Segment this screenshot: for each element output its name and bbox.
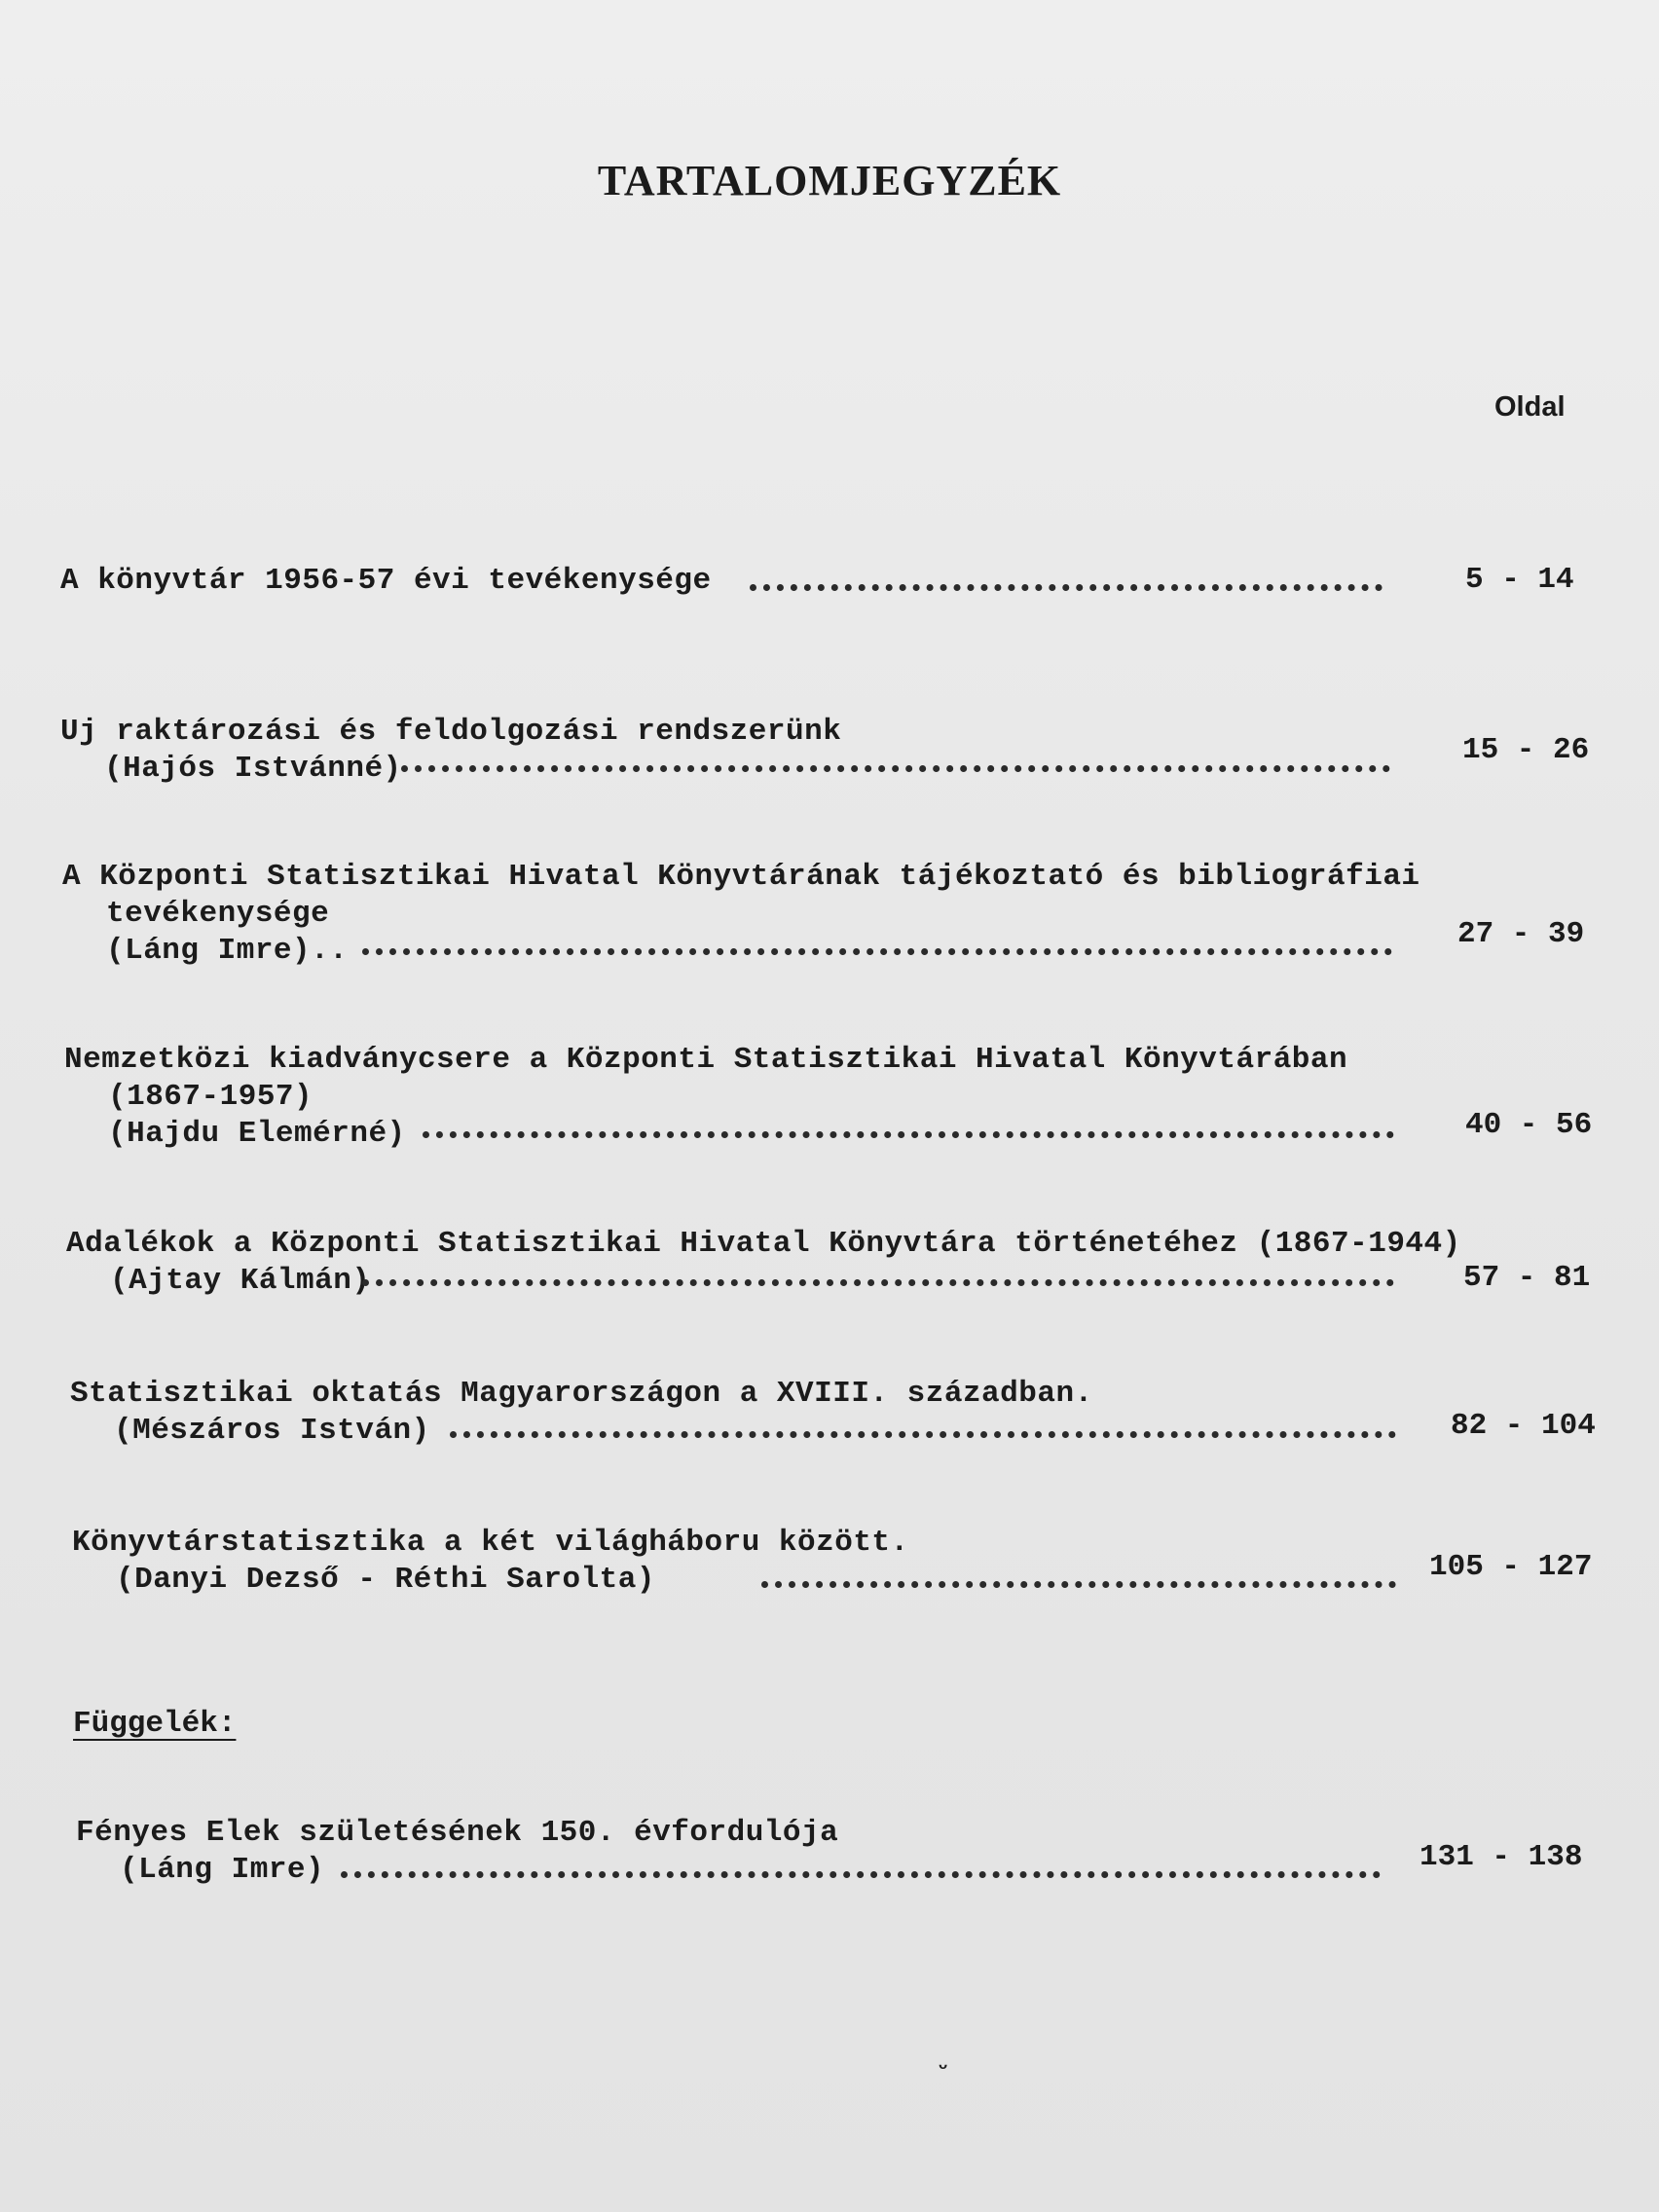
toc-entry-pages: 40 - 56 (1465, 1108, 1593, 1142)
toc-entry (60, 563, 712, 600)
dot-leader (761, 1581, 1396, 1588)
toc-entry-pages: 15 - 26 (1462, 733, 1590, 767)
appendix-label: Függelék: (73, 1707, 237, 1741)
toc-entry-title: Fényes Elek születésének 150. évfordulója (76, 1816, 839, 1850)
toc-entry-author: (Ajtay Kálmán) (110, 1264, 371, 1298)
toc-entry-author: (Hajdu Elemérné) (108, 1117, 406, 1151)
dot-leader (750, 584, 1382, 591)
dot-leader (341, 1871, 1381, 1878)
toc-entry-author: (Danyi Dezső - Réthi Sarolta) (116, 1563, 655, 1597)
toc-entry-title: Nemzetközi kiadványcsere a Központi Statisztikai Hivatal Könyvtárában (64, 1043, 1348, 1077)
toc-entry-title: A Központi Statisztikai Hivatal Könyvtárának tájékoztató és bibliográfiai (62, 860, 1420, 894)
page-column-header: Oldal (1494, 391, 1566, 423)
toc-entry-author: (Mészáros István) (114, 1414, 430, 1448)
toc-entry (70, 1376, 1093, 1450)
dot-leader (362, 1279, 1394, 1286)
toc-entry-pages: 27 - 39 (1457, 917, 1585, 951)
toc-entry-author: (Hajós Istvánné) (104, 752, 402, 786)
toc-entry-title: Uj raktározási és feldolgozási rendszerünk (60, 715, 842, 749)
page-mark: ᵕ (937, 2056, 950, 2081)
dot-leader (362, 948, 1392, 955)
toc-entry-author: (Láng Imre).. (106, 934, 349, 968)
toc-entry-author: (Láng Imre) (120, 1853, 325, 1887)
toc-entry-pages: 5 - 14 (1465, 563, 1574, 597)
toc-entry-title: Adalékok a Központi Statisztikai Hivatal Könyvtára történetéhez (1867-1944) (66, 1227, 1461, 1261)
toc-entry-pages: 105 - 127 (1429, 1550, 1593, 1584)
toc-entry-pages: 131 - 138 (1419, 1840, 1583, 1874)
dot-leader (401, 765, 1390, 772)
toc-entry-title: Statisztikai oktatás Magyarországon a XVIII. században. (70, 1377, 1093, 1411)
toc-entry-pages: 82 - 104 (1451, 1409, 1596, 1443)
toc-entry-pages: 57 - 81 (1463, 1261, 1591, 1295)
toc-entry (60, 714, 841, 788)
toc-entry-title: A könyvtár 1956-57 évi tevékenysége (60, 564, 712, 598)
toc-entry (66, 1226, 1461, 1300)
page-title: TARTALOMJEGYZÉK (597, 157, 1062, 204)
dot-leader (423, 1131, 1394, 1138)
toc-entry-title-cont: (1867-1957) (108, 1080, 313, 1114)
toc-entry-title-cont: tevékenysége (106, 897, 330, 931)
toc-entry-title: Könyvtárstatisztika a két világháboru között. (72, 1526, 909, 1560)
dot-leader (450, 1431, 1396, 1438)
